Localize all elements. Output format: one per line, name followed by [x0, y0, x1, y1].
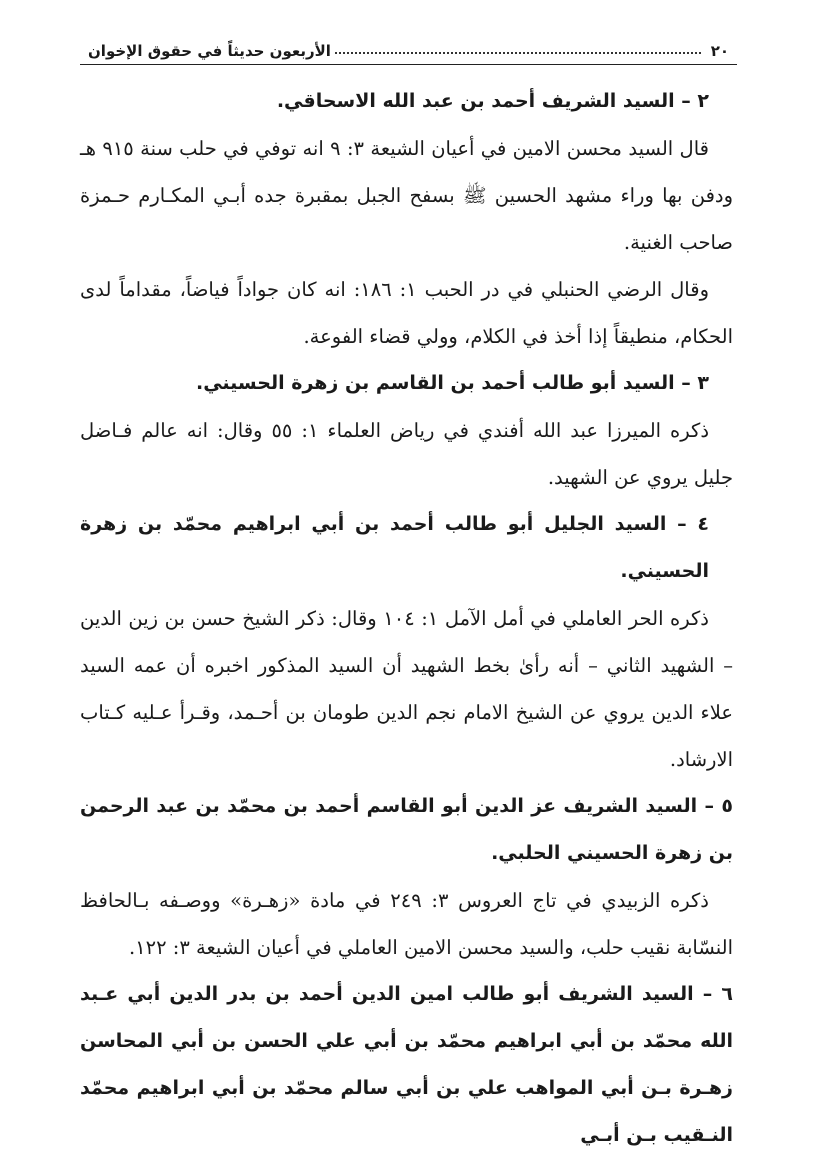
page-number: ٢٠ — [710, 42, 729, 60]
entry-4-paragraph-1: ذكره الحر العاملي في أمل الآمل ١: ١٠٤ وقال: ذكر الشيخ حسن بن زين الدين – الشهيد الثاني – أنه رأىٰ بخط الشهيد أن السيد المذكور اخبره أن عمه السيد علاء الدين يروي عن الشيخ الامام نجم الدين طومان بن أحـمد، وقـرأ عـليه كـتاب الارشاد. — [80, 607, 733, 771]
entry-title-2: ٢ – السيد الشريف أحمد بن عبد الله الاسحاقي. — [276, 90, 709, 112]
entry-title-6: ٦ – السيد الشريف أبو طالب امين الدين أحمد بن بدر الدين أبي عـبد الله محمّد بن أبي ابراهيم محمّد بن أبي علي الحسن بن أبي المحاسن زهـرة بـن أبي المواهب علي بن أبي سالم محمّد بن أبي ابراهيم محمّد النـقيب بـن أبـي — [80, 983, 733, 1146]
header-leader-dots — [335, 52, 701, 54]
entry-2-paragraph-1: قال السيد محسن الامين في أعيان الشيعة ٣: ٩ انه توفي في حلب سنة ٩١٥ هـ ودفن بها وراء مشهد الحسين ﷺ بسفح الجبل بمقبرة جده أبـي المكـارم حـمزة صاحب الغنية. — [80, 137, 733, 254]
running-title: الأربعون حديثاً في حقوق الإخوان — [88, 42, 331, 60]
entry-title-5: ٥ – السيد الشريف عز الدين أبو القاسم أحمد بن محمّد بن عبد الرحمن بن زهرة الحسيني الحلبي. — [80, 795, 733, 864]
entry-5-paragraph-1: ذكره الزبيدي في تاج العروس ٣: ٢٤٩ في مادة «زهـرة» ووصـفه بـالحافظ النسّابة نقيب حلب، والسيد محسن الامين العاملي في أعيان الشيعة ٣: ١٢٢. — [80, 889, 733, 959]
entry-3-paragraph-1: ذكره الميرزا عبد الله أفندي في رياض العلماء ١: ٥٥ وقال: انه عالم فـاضل جليل يروي عن الشهيد. — [80, 419, 733, 489]
entry-title-4: ٤ – السيد الجليل أبو طالب أحمد بن أبي ابراهيم محمّد بن زهرة الحسيني. — [80, 513, 709, 582]
entry-title-3: ٣ – السيد أبو طالب أحمد بن القاسم بن زهرة الحسيني. — [195, 372, 709, 394]
running-header — [88, 32, 729, 60]
entry-2-paragraph-2: وقال الرضي الحنبلي في در الحبب ١: ١٨٦: انه كان جواداً فياضاً، مقداماً لدى الحكام، منطيقاً إذا أخذ في الكلام، وولي قضاء الفوعة. — [80, 278, 733, 348]
page-body — [80, 78, 733, 1159]
header-divider — [80, 64, 737, 65]
